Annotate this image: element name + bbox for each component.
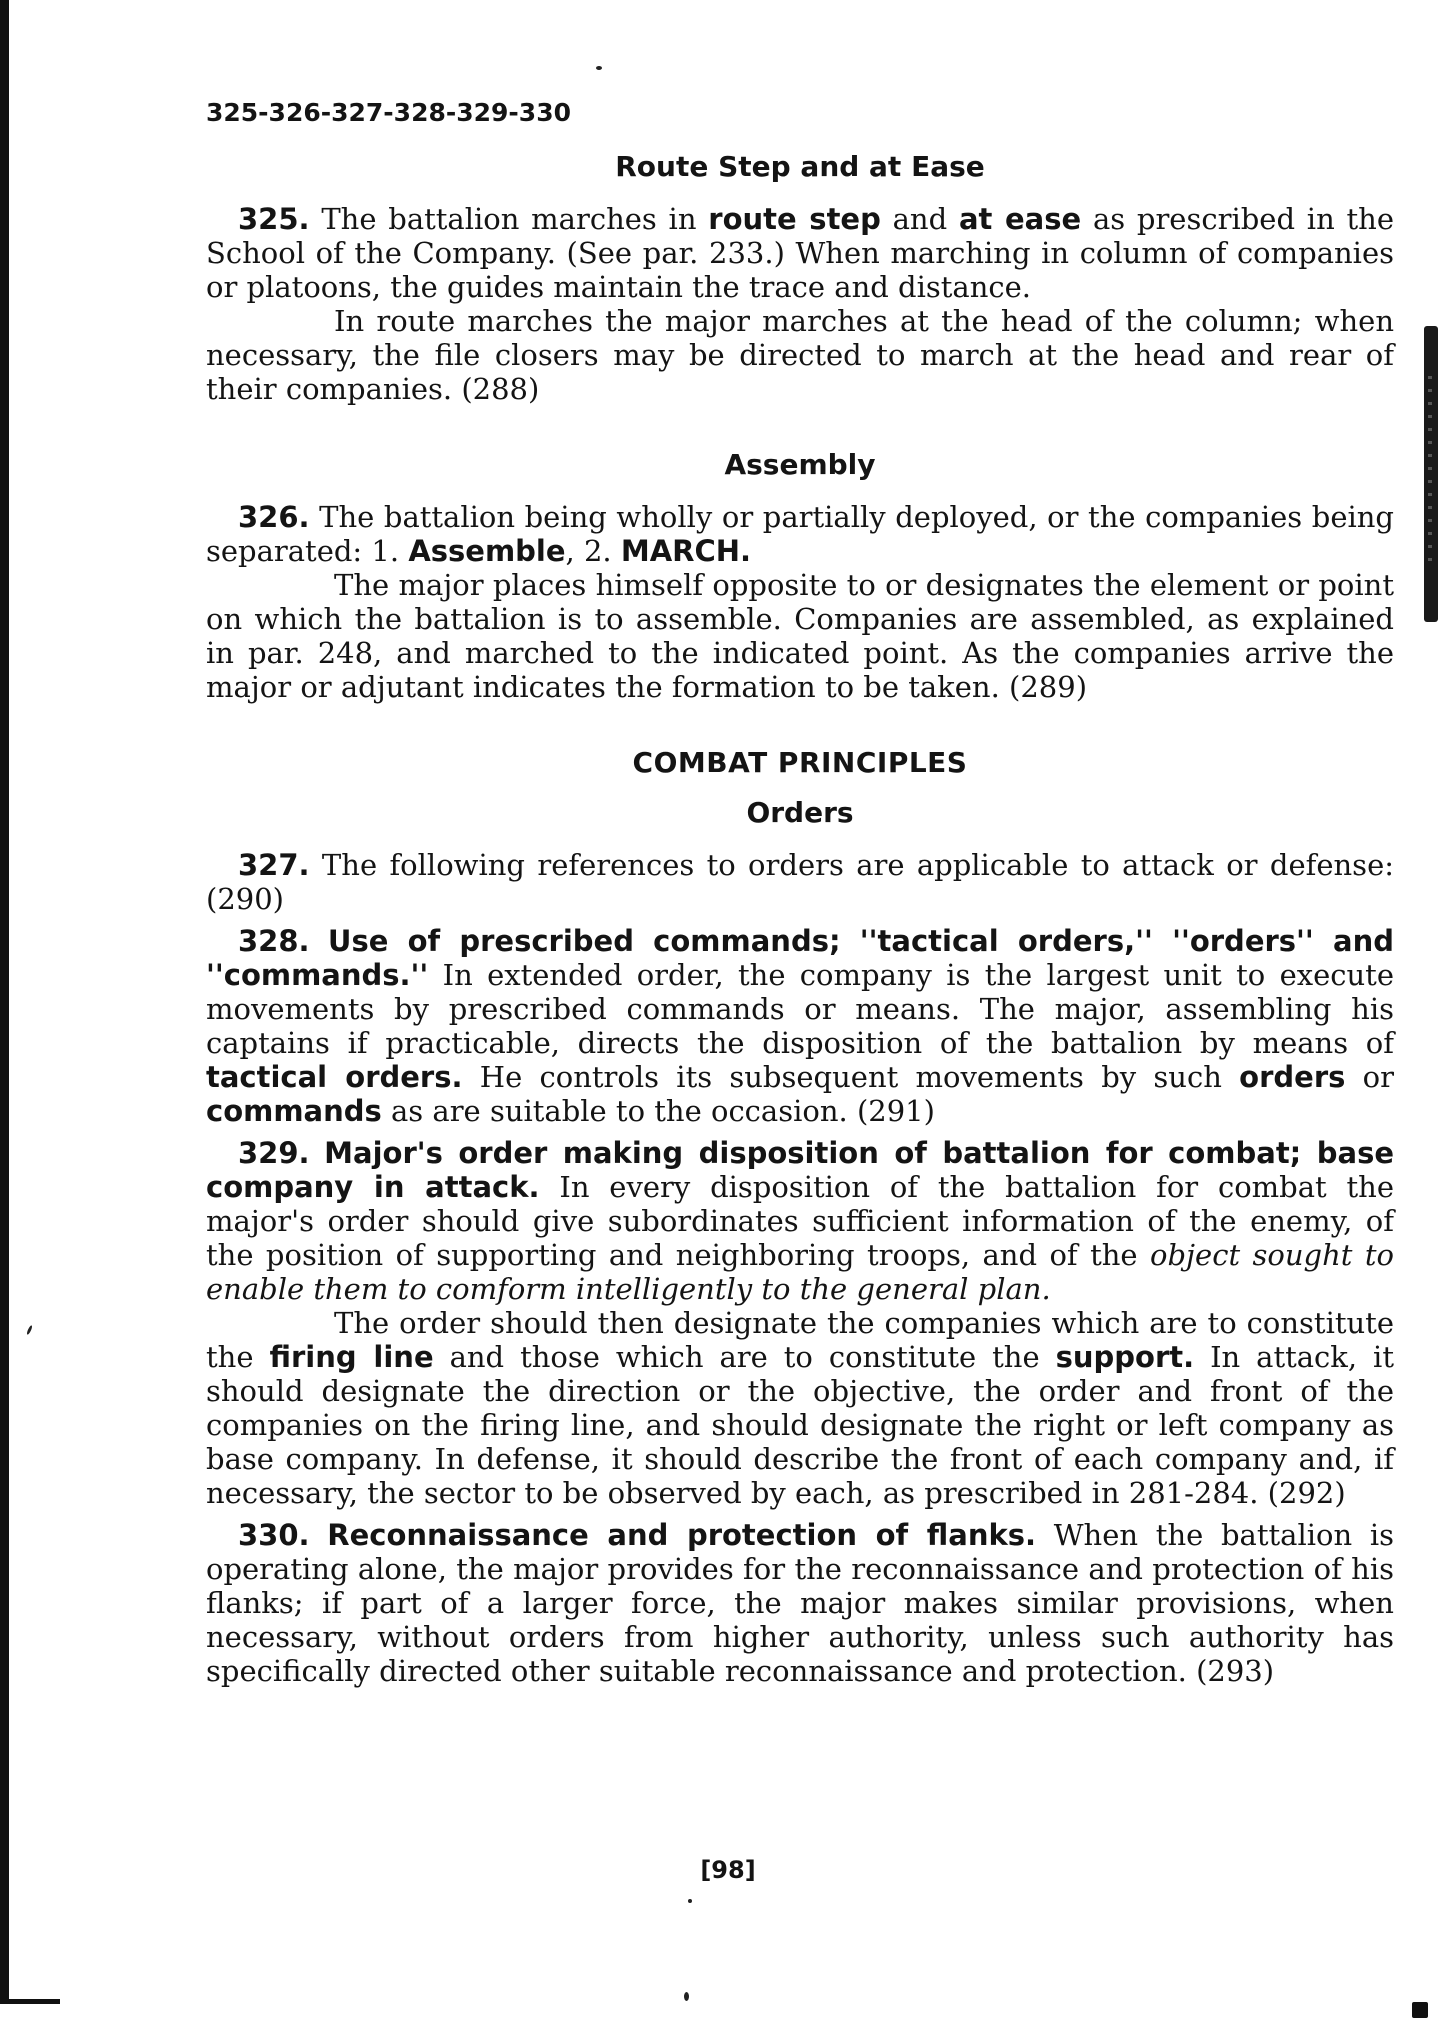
paragraph-text: The order should then designate the companies which are to constitute the xyxy=(206,1306,1394,1374)
paragraph-330 xyxy=(206,1518,1394,1688)
paragraph-title: Reconnaissance and protection of flanks. xyxy=(327,1518,1037,1552)
paragraph-text: He controls its subsequent movements by such xyxy=(462,1060,1240,1094)
bold-term: route step xyxy=(708,202,881,236)
paragraph-number: 327. xyxy=(238,848,310,882)
paragraph-text: The major places himself opposite to or designates the element or point on which the battalion is to assemble. Companies are assembled, as explained in par. 248, and marched to the indicated point. As the companies arrive the major or adjutant indicates the formation to be taken. (289) xyxy=(206,568,1394,704)
paragraph-number: 329. xyxy=(238,1136,310,1170)
paragraph-text: as are suitable to the occasion. (291) xyxy=(381,1094,935,1128)
paragraph-text: In every disposition of the battalion for combat the major's order should give subordinates sufficient information of the enemy, of the position of supporting and neighboring troops, and of the xyxy=(206,1170,1394,1272)
command-term: MARCH. xyxy=(620,534,752,568)
heading-route-step: Route Step and at Ease xyxy=(615,150,985,183)
paragraph-number: 325. xyxy=(238,202,310,236)
paragraph-326 xyxy=(206,500,1394,568)
scan-left-edge xyxy=(0,0,9,2004)
bold-term: support. xyxy=(1055,1340,1195,1374)
bold-term: tactical orders. xyxy=(206,1060,463,1094)
paragraph-328 xyxy=(206,924,1394,1128)
scan-left-foot xyxy=(0,1999,60,2004)
heading-combat-principles: COMBAT PRINCIPLES xyxy=(632,746,968,779)
heading-assembly: Assembly xyxy=(724,448,876,481)
paragraph-title: Use of prescribed commands; ''tactical orders,'' ''orders'' and ''commands.'' xyxy=(206,924,1394,992)
page-body xyxy=(206,96,1394,1688)
subheading-orders: Orders xyxy=(746,796,854,829)
paragraph-number: 328. xyxy=(238,924,310,958)
paragraph-number: 330. xyxy=(238,1518,310,1552)
scan-speck xyxy=(596,66,602,70)
paragraph-text: The battalion being wholly or partially deployed, or the companies being separated: 1. xyxy=(206,500,1394,568)
bold-term: at ease xyxy=(958,202,1082,236)
paragraph-326-continuation xyxy=(206,568,1394,704)
paragraph-text: In extended order, the company is the largest unit to execute movements by prescribed commands or means. The major, assembling his captains if practicable, directs the disposition of the battalion by means of xyxy=(206,958,1394,1060)
scan-right-tab-mark xyxy=(1424,326,1438,622)
bold-term: firing line xyxy=(269,1340,434,1374)
paragraph-text: When the battalion is operating alone, the major provides for the reconnaissance and protection of his flanks; if part of a larger force, the major makes similar provisions, when necessary, without orders from higher authority, unless such authority has specifically directed other suitable reconnaissance and protection. (293) xyxy=(206,1518,1395,1688)
paragraph-text: and xyxy=(880,202,959,236)
command-term: Assemble xyxy=(408,534,566,568)
paragraph-text: In attack, it should designate the direction or the objective, the order and front of the companies on the firing line, and should designate the right or left company as base company. In defense, it should describe the front of each company and, if necessary, the sector to be observed by each, as prescribed in 281-284. (292) xyxy=(206,1340,1394,1510)
paragraph-329-continuation xyxy=(206,1306,1394,1510)
paragraph-text: The battalion marches in xyxy=(321,202,709,236)
scan-ink-blot xyxy=(1412,2002,1428,2018)
paragraph-text: , 2. xyxy=(565,534,621,568)
paragraph-title: Major's order making disposition of battalion for combat; base company in attack. xyxy=(206,1136,1394,1204)
paragraph-number: 326. xyxy=(238,500,310,534)
bold-term: commands xyxy=(206,1094,382,1128)
paragraph-text: The following references to orders are applicable to attack or defense: (290) xyxy=(206,848,1395,916)
paragraph-327 xyxy=(206,848,1394,916)
paragraph-text: or xyxy=(1345,1060,1394,1094)
scan-speck xyxy=(688,1899,692,1903)
page-number: [98] xyxy=(700,1856,756,1884)
scan-speck xyxy=(684,1992,689,2001)
bold-term: orders xyxy=(1239,1060,1346,1094)
paragraph-text: In route marches the major marches at the head of the column; when necessary, the file closers may be directed to march at the head and rear of their companies. (288) xyxy=(206,304,1394,406)
italic-text: object sought to enable them to comform intelligently to the general plan. xyxy=(206,1238,1394,1306)
scan-speck xyxy=(26,1325,33,1335)
paragraph-text: as prescribed in the School of the Company. (See par. 233.) When marching in column of companies or platoons, the guides maintain the trace and distance. xyxy=(206,202,1394,304)
section-number-header: 325-326-327-328-329-330 xyxy=(206,98,571,127)
paragraph-325 xyxy=(206,202,1394,304)
paragraph-325-continuation xyxy=(206,304,1394,406)
paragraph-text: and those which are to constitute the xyxy=(433,1340,1056,1374)
paragraph-329 xyxy=(206,1136,1394,1306)
